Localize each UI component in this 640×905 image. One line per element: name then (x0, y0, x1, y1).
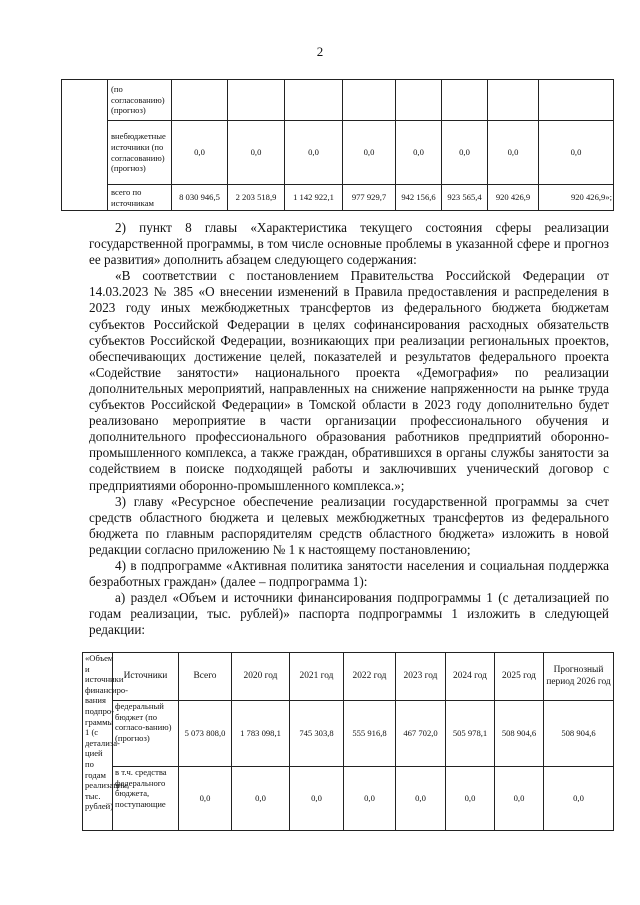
value-cell: 555 916,8 (344, 701, 396, 767)
value-cell: 920 426,9»; (539, 185, 614, 211)
value-cell: 942 156,6 (396, 185, 442, 211)
value-cell: 0,0 (495, 767, 544, 831)
table-row (62, 185, 614, 211)
column-header: 2024 год (446, 653, 495, 701)
value-cell (488, 80, 539, 121)
value-cell: 0,0 (544, 767, 614, 831)
value-cell: 1 783 098,1 (232, 701, 290, 767)
page-number: 2 (316, 44, 324, 59)
table-row (62, 121, 614, 185)
value-cell: 0,0 (396, 121, 442, 185)
paragraph: 3) главу «Ресурсное обеспечение реализации государственной программы за счет средств областного бюджета и целевых межбюджетных трансфертов из федерального бюджета по главным распорядителям средств областного бюджета» изложить в новой редакции согласно приложению № 1 к настоящему постановлению; (89, 493, 609, 557)
value-cell (285, 80, 343, 121)
paragraph: 2) пункт 8 главы «Характеристика текущего состояния сферы реализации государственной программы, в том числе основные проблемы в указанной сфере и прогноз ее развития» дополнить абзацем следующего содержания: (89, 220, 609, 268)
value-cell: 0,0 (228, 121, 285, 185)
value-cell: 508 904,6 (495, 701, 544, 767)
table-header-row (83, 653, 614, 701)
value-cell (228, 80, 285, 121)
paragraph: «В соответствии с постановлением Правительства Российской Федерации от 14.03.2023 № 385 «О внесении изменений в Правила предоставления и распределения в 2023 году иных межбюджетных трансфертов из федерального бюджета бюджетам субъектов Российской Федерации в целях софинансирования расходных обязательств субъектов Российской Федерации, возникающих при реализации региональных проектов, обеспечивающих достижение целей, показателей и результатов федерального проекта «Содействие занятости» национального проекта «Демография» по реализации дополнительных мероприятий, направленных на снижение напряженности на рынке труда субъектов Российской Федерации» в Томской области в 2023 году дополнительно будет реализовано мероприятие в части организации профессионального обучения и дополнительного профессионального образования работников предприятий оборонно-промышленного комплекса, а также граждан, обратившихся в органы службы занятости за содействием в поиске подходящей работы и заключивших ученический договор с предприятиями оборонно-промышленного комплекса.»; (89, 268, 609, 493)
source-cell: всего по источникам (108, 185, 172, 211)
source-cell: (по согласованию) (прогноз) (108, 80, 172, 121)
table-row (83, 701, 614, 767)
source-cell: в т.ч. средства федерального бюджета, поступающие (113, 767, 179, 831)
value-cell: 0,0 (396, 767, 446, 831)
value-cell: 5 073 808,0 (179, 701, 232, 767)
row-label-cell: «Объем и источники финансиро-вания подпро-граммы 1 (с детализа-цией по годам реализации, тыс. рублей) (83, 653, 113, 831)
column-header: 2021 год (290, 653, 344, 701)
value-cell (343, 80, 396, 121)
column-header: 2025 год (495, 653, 544, 701)
value-cell: 0,0 (446, 767, 495, 831)
column-header: Прогнозный период 2026 год (544, 653, 614, 701)
value-cell: 505 978,1 (446, 701, 495, 767)
subprogram-financing-table (82, 652, 614, 831)
column-header: Всего (179, 653, 232, 701)
table-row (62, 80, 614, 121)
paragraph: а) раздел «Объем и источники финансирования подпрограммы 1 (с детализацией по годам реализации, тыс. рублей)» паспорта подпрограммы 1 изложить в следующей редакции: (89, 590, 609, 638)
value-cell (539, 80, 614, 121)
value-cell: 0,0 (344, 767, 396, 831)
value-cell: 0,0 (488, 121, 539, 185)
value-cell (396, 80, 442, 121)
value-cell: 0,0 (285, 121, 343, 185)
value-cell: 0,0 (442, 121, 488, 185)
column-header: 2023 год (396, 653, 446, 701)
column-header: 2020 год (232, 653, 290, 701)
body-text (89, 220, 609, 638)
column-header: 2022 год (344, 653, 396, 701)
financing-table-continued (61, 79, 614, 211)
value-cell: 0,0 (179, 767, 232, 831)
source-cell: внебюджетные источники (по согласованию) (прогноз) (108, 121, 172, 185)
value-cell (442, 80, 488, 121)
value-cell: 745 303,8 (290, 701, 344, 767)
value-cell: 920 426,9 (488, 185, 539, 211)
value-cell: 0,0 (172, 121, 228, 185)
column-header: Источники (113, 653, 179, 701)
value-cell (172, 80, 228, 121)
value-cell: 0,0 (539, 121, 614, 185)
table-row (83, 767, 614, 831)
value-cell: 8 030 946,5 (172, 185, 228, 211)
blank-label-cell (62, 80, 108, 211)
value-cell: 977 929,7 (343, 185, 396, 211)
value-cell: 923 565,4 (442, 185, 488, 211)
value-cell: 508 904,6 (544, 701, 614, 767)
source-cell: федеральный бюджет (по согласо-ванию) (прогноз) (113, 701, 179, 767)
value-cell: 0,0 (343, 121, 396, 185)
value-cell: 467 702,0 (396, 701, 446, 767)
value-cell: 1 142 922,1 (285, 185, 343, 211)
value-cell: 2 203 518,9 (228, 185, 285, 211)
value-cell: 0,0 (290, 767, 344, 831)
value-cell: 0,0 (232, 767, 290, 831)
paragraph: 4) в подпрограмме «Активная политика занятости населения и социальная поддержка безработных граждан» (далее – подпрограмма 1): (89, 557, 609, 590)
